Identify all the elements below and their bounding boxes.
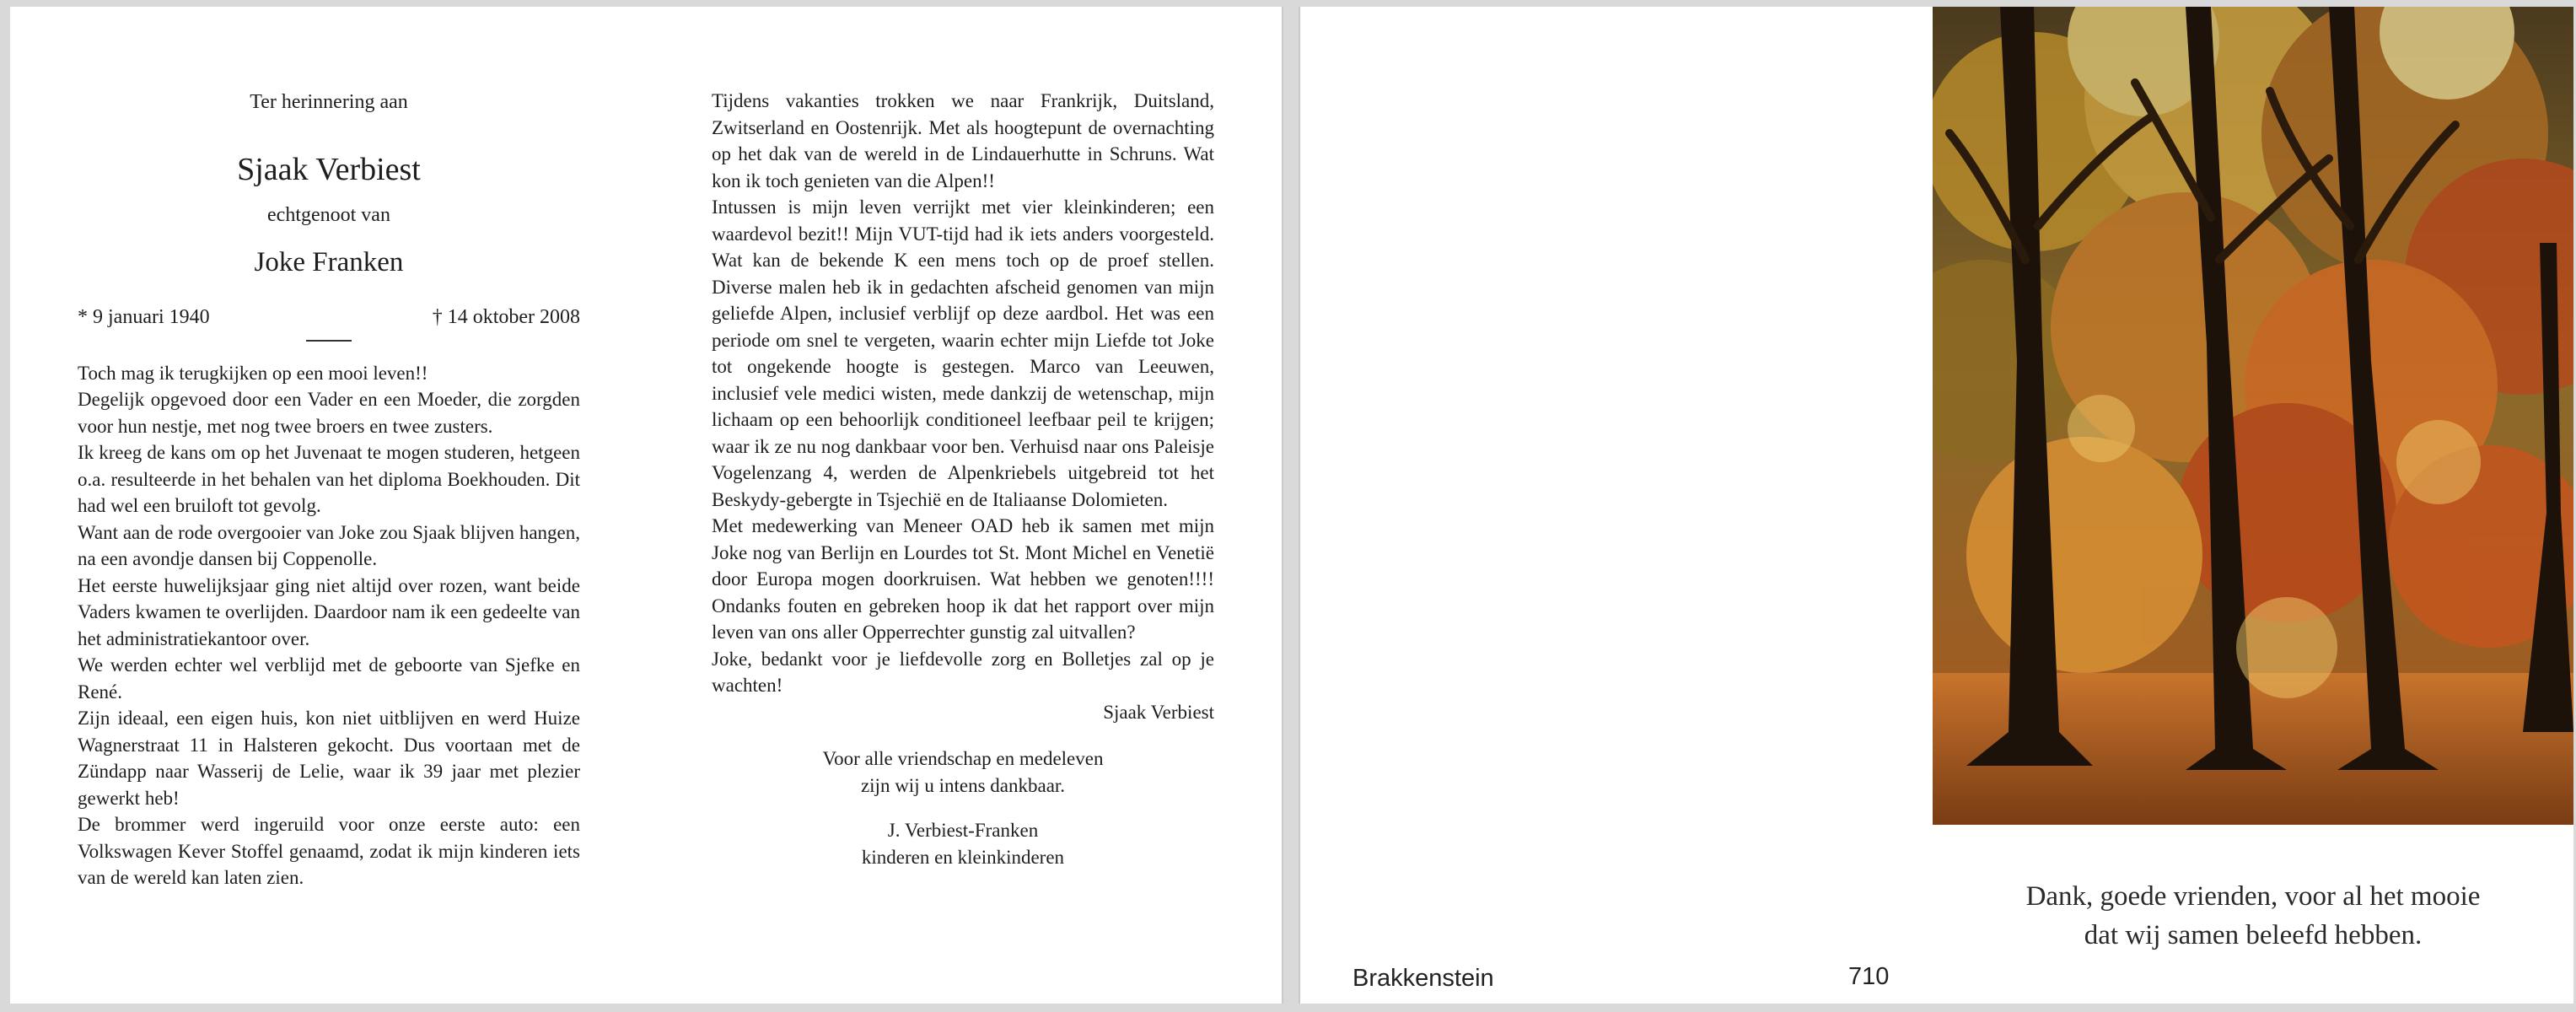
story-paragraph: We werden echter wel verblijd met de geboorte van Sjefke en René.: [78, 654, 580, 702]
life-story-continued: [712, 88, 1214, 699]
death-date: † 14 oktober 2008: [432, 306, 580, 328]
story-paragraph: Met medewerking van Meneer OAD heb ik samen met mijn Joke nog van Berlijn en Lourdes tot St. Mont Michel en Venetië door Europa mogen doorkruisen. Wat hebben we genoten!!!! Ondanks fouten en gebreken hoop ik dat het rapport over mijn leven van ons aller Opperrechter gunstig zal uitvallen?: [712, 515, 1214, 643]
thanks-line: zijn wij u intens dankbaar.: [860, 774, 1066, 796]
divider: [306, 340, 352, 342]
family-line: J. Verbiest-Franken: [887, 820, 1039, 841]
intro-text: Ter herinnering aan: [250, 91, 408, 113]
story-paragraph: Joke, bedankt voor je liefdevolle zorg en Bolletjes zal op je wachten!: [712, 648, 1214, 696]
memorial-quote: [1933, 877, 2573, 955]
deceased-name: Sjaak Verbiest: [237, 151, 421, 187]
signature: Sjaak Verbiest: [1103, 701, 1214, 723]
autumn-forest-photo: [1933, 7, 2573, 825]
quote-line: dat wij samen beleefd hebben.: [2084, 920, 2423, 950]
story-paragraph: De brommer werd ingeruild voor onze eerste auto: een Volkswagen Kever Stoffel genaamd, zodat ik mijn kinderen iets van de wereld kan laten zien.: [78, 814, 580, 888]
publisher-name: Brakkenstein: [1353, 965, 1494, 992]
story-paragraph: Het eerste huwelijksjaar ging niet altijd over rozen, want beide Vaders kwamen te overlijden. Daardoor nam ik een gedeelte van het administratiekantoor over.: [78, 574, 580, 649]
quote-line: Dank, goede vrienden, voor al het mooie: [2025, 881, 2481, 912]
story-paragraph: Toch mag ik terugkijken op een mooi leven!!: [78, 362, 428, 384]
thanks-note: [712, 746, 1214, 799]
memorial-card-cover: [1300, 7, 2573, 1004]
spouse-label: echtgenoot van: [267, 203, 390, 226]
story-paragraph: Degelijk opgevoed door een Vader en een Moeder, die zorgden voor hun nestje, met nog twee broers en twee zusters.: [78, 389, 580, 437]
family-line: kinderen en kleinkinderen: [861, 846, 1065, 868]
story-paragraph: Tijdens vakanties trokken we naar Frankrijk, Duitsland, Zwitserland en Oostenrijk. Met als hoogtepunt de overnachting op het dak van de wereld in de Lindauerhutte in Schruns. Wat kon ik toch genieten van die Alpen!!: [712, 90, 1214, 191]
spouse-name: Joke Franken: [254, 247, 404, 277]
right-column: [712, 88, 1214, 870]
thanks-line: Voor alle vriendschap en medeleven: [822, 748, 1104, 769]
family-signoff: [712, 817, 1214, 870]
birth-date: * 9 januari 1940: [78, 306, 210, 328]
story-paragraph: Intussen is mijn leven verrijkt met vier kleinkinderen; een waardevol bezit!! Mijn VUT-tijd had ik iets anders voorgesteld. Wat kan de bekende K een mens toch op de proef stellen. Diverse malen heb ik in gedachten afscheid genomen van mijn geliefde Alpen, inclusief verblijf op deze aardbol. Het was een periode om snel te vergeten, waarin echter mijn Liefde tot Joke tot ongekende hoogte is gestegen. Marco van Leeuwen, inclusief vele medici wisten, mede dankzij de wetenschap, mijn lichaam op een behoorlijk conditioneel leefbaar peil te krijgen; waar ik ze nu nog dankbaar voor ben. Verhuisd naar ons Paleisje Vogelenzang 4, werden de Alpenkriebels uitgebreid tot het Beskydy-gebergte in Tsjechië en de Italiaanse Dolomieten.: [712, 196, 1214, 510]
story-paragraph: Want aan de rode overgooier van Joke zou Sjaak blijven hangen, na een avondje dansen bij Coppenolle.: [78, 521, 580, 569]
story-paragraph: Ik kreeg de kans om op het Juvenaat te mogen studeren, hetgeen o.a. resulteerde in het behalen van het diploma Boekhouden. Dit had wel een bruiloft tot gevolg.: [78, 442, 580, 516]
memorial-card-inside: [10, 7, 1282, 1004]
life-story: [78, 360, 580, 891]
card-number: 710: [1848, 963, 1890, 990]
card-edge: [1282, 7, 1283, 1004]
story-paragraph: Zijn ideaal, een eigen huis, kon niet uitblijven en werd Huize Wagnerstraat 11 in Halsteren gekocht. Dus voortaan met de Zündapp naar Wasserij de Lelie, waar ik 39 jaar met plezier gewerkt heb!: [78, 708, 580, 809]
left-column: [78, 81, 580, 891]
life-dates: [78, 304, 580, 331]
